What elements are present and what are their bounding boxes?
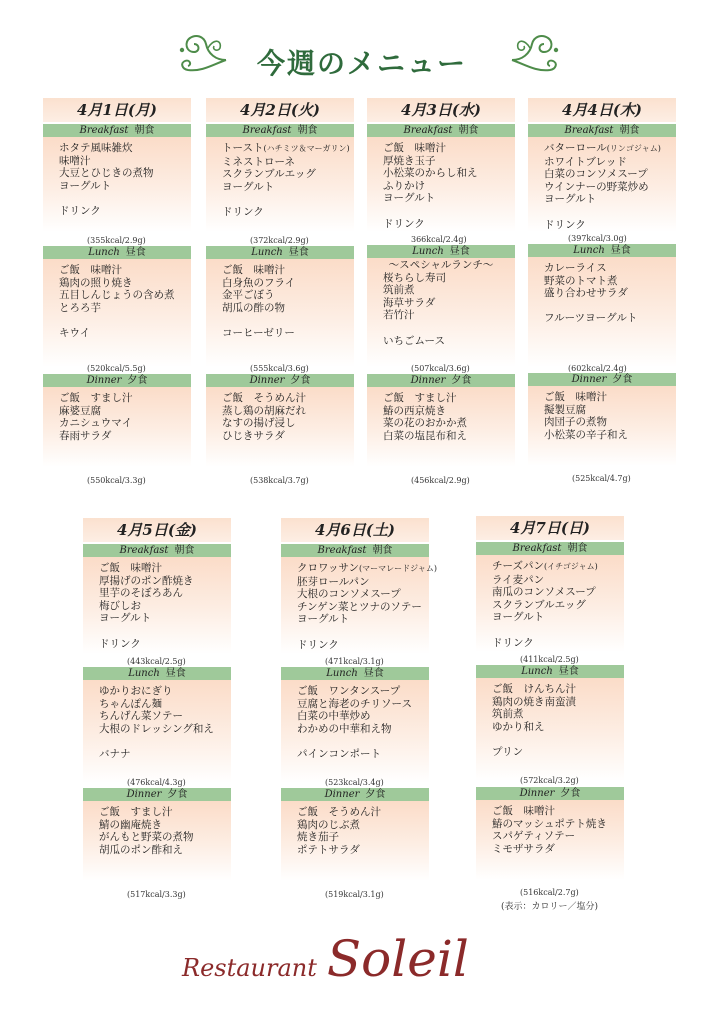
dinner-kcal: (525kcal/4.7g) [572,474,631,483]
lunch-kcal: (520kcal/5.5g) [87,364,146,373]
meal-bar: Breakfast 朝食 [528,124,676,137]
dinner-kcal: (519kcal/3.1g) [325,890,384,899]
lunch-kcal: (602kcal/2.4g) [568,364,627,373]
dinner-section [43,374,191,467]
breakfast-section [367,124,515,232]
legend-note: (表示：カロリー／塩分) [501,902,599,912]
day-column-mon [43,98,191,498]
menu-list: ご飯 すまし汁 鯖の幽庵焼き がんもと野菜の煮物 胡瓜のポン酢和え [83,801,231,881]
restaurant-name: Soleil [326,930,469,988]
breakfast-section [43,124,191,232]
lunch-section [206,246,354,367]
lunch-kcal: (572kcal/3.2g) [520,776,579,785]
day-date: 4月2日(火) [206,98,354,122]
dinner-kcal: (517kcal/3.3g) [127,890,186,899]
menu-list: クロワッサン(マーマレードジャム) 胚芽ロールパン 大根のコンソメスープ チンゲン菜とツナのソテー ヨーグルト ドリンク [281,557,429,654]
dinner-section [476,787,624,880]
menu-list: ご飯 すまし汁 鰆の西京焼き 菜の花のおかか煮 白菜の塩昆布和え [367,387,515,467]
meal-bar: Breakfast 朝食 [83,544,231,557]
day-date: 4月7日(日) [476,516,624,540]
meal-bar: Dinner 夕食 [43,374,191,387]
menu-list: ご飯 そうめん汁 蒸し鶏の胡麻だれ なすの揚げ浸し ひじきサラダ [206,387,354,467]
dinner-kcal: (550kcal/3.3g) [87,476,146,485]
menu-list: ご飯 味噌汁 鶏肉の照り焼き 五目しんじょうの含め煮 とろろ芋 キウイ [43,259,191,367]
lunch-section [476,665,624,781]
meal-bar: Lunch 昼食 [528,244,676,257]
day-column-fri [83,518,231,898]
meal-bar: Lunch 昼食 [281,667,429,680]
menu-list: ご飯 すまし汁 麻婆豆腐 カニシュウマイ 春雨サラダ [43,387,191,467]
meal-bar: Lunch 昼食 [43,246,191,259]
day-date: 4月1日(月) [43,98,191,122]
menu-list: トースト(ハチミツ＆マーガリン) ミネストローネ スクランブルエッグ ヨーグルト ドリンク [206,137,354,232]
breakfast-kcal: (372kcal/2.9g) [250,236,309,245]
meal-bar: Dinner 夕食 [281,788,429,801]
day-date: 4月4日(木) [528,98,676,122]
menu-list: ～スペシャルランチ～ 桜ちらし寿司 筑前煮 海草サラダ 若竹汁 いちごムース [367,258,515,367]
meal-bar: Dinner 夕食 [206,374,354,387]
breakfast-kcal: (443kcal/2.5g) [127,657,186,666]
dinner-section [281,788,429,881]
dinner-section [83,788,231,881]
breakfast-kcal: (411kcal/2.5g) [520,655,579,664]
day-date: 4月6日(土) [281,518,429,542]
dinner-section [367,374,515,467]
dinner-section [206,374,354,467]
menu-list: ホタテ風味雑炊 味噌汁 大豆とひじきの煮物 ヨーグルト ドリンク [43,137,191,232]
menu-list: カレーライス 野菜のトマト煮 盛り合わせサラダ フルーツヨーグルト [528,257,676,367]
day-column-thu [528,98,676,498]
meal-bar: Dinner 夕食 [476,787,624,800]
lunch-section [367,245,515,367]
restaurant-word: Restaurant [182,954,317,982]
meal-bar: Lunch 昼食 [206,246,354,259]
day-date: 4月5日(金) [83,518,231,542]
breakfast-section [206,124,354,232]
lunch-kcal: (476kcal/4.3g) [127,778,186,787]
lunch-kcal: (523kcal/3.4g) [325,778,384,787]
meal-bar: Breakfast 朝食 [206,124,354,137]
lunch-section [281,667,429,783]
dinner-kcal: (456kcal/2.9g) [411,476,470,485]
breakfast-kcal: (355kcal/2.9g) [87,236,146,245]
breakfast-section [83,544,231,654]
dinner-kcal: (538kcal/3.7g) [250,476,309,485]
meal-bar: Dinner 夕食 [83,788,231,801]
breakfast-kcal: (471kcal/3.1g) [325,657,384,666]
meal-bar: Breakfast 朝食 [281,544,429,557]
menu-list: ゆかりおにぎり ちゃんぽん麺 ちんげん菜ソテー 大根のドレッシング和え バナナ [83,680,231,783]
breakfast-section [281,544,438,654]
menu-list: ご飯 ワンタンスープ 豆腐と海老のチリソース 白菜の中華炒め わかめの中華和え物 パインコンポート [281,680,429,783]
meal-bar: Lunch 昼食 [476,665,624,678]
meal-bar: Breakfast 朝食 [367,124,515,137]
menu-list: ご飯 味噌汁 鰆のマッシュポテト焼き スパゲティソテー ミモザサラダ [476,800,624,880]
menu-list: バターロール(リンゴジャム) ホワイトブレッド 白菜のコンソメスープ ウインナーの野菜炒め ヨーグルト ドリンク [528,137,676,232]
meal-bar: Breakfast 朝食 [43,124,191,137]
day-column-tue [206,98,354,498]
lunch-section [83,667,231,783]
dinner-section [528,373,676,466]
restaurant-logo [182,930,469,988]
meal-bar: Lunch 昼食 [367,245,515,258]
menu-list: ご飯 味噌汁 厚焼き玉子 小松菜のからし和え ふりかけ ヨーグルト ドリンク [367,137,515,232]
meal-bar: Dinner 夕食 [367,374,515,387]
day-column-sat [281,518,438,899]
meal-bar: Dinner 夕食 [528,373,676,386]
menu-list: ご飯 味噌汁 擬製豆腐 肉団子の煮物 小松菜の辛子和え [528,386,676,466]
menu-list: ご飯 そうめん汁 鶏肉のじぶ煮 焼き茄子 ポテトサラダ [281,801,429,881]
lunch-section [528,244,676,367]
page-title: 今週のメニュー [256,47,467,80]
dinner-kcal: (516kcal/2.7g) [520,888,579,897]
breakfast-kcal: (397kcal/3.0g) [568,234,627,243]
menu-list: チーズパン(イチゴジャム) ライ麦パン 南瓜のコンソメスープ スクランブルエッグ ヨーグルト ドリンク [476,555,624,652]
breakfast-section [476,542,624,652]
meal-bar: Breakfast 朝食 [476,542,624,555]
day-column-wed [367,98,515,498]
menu-list: ご飯 味噌汁 白身魚のフライ 金平ごぼう 胡瓜の酢の物 コーヒーゼリー [206,259,354,367]
menu-list: ご飯 けんちん汁 鶏肉の焼き南蛮漬 筑前煮 ゆかり和え プリン [476,678,624,781]
day-date: 4月3日(水) [367,98,515,122]
breakfast-kcal: 366kcal/2.4g) [411,235,467,244]
lunch-special-subtitle: ～スペシャルランチ～ [388,259,494,271]
lunch-kcal: (507kcal/3.6g) [411,364,470,373]
breakfast-section [528,124,676,232]
lunch-section [43,246,191,367]
menu-list: ご飯 味噌汁 厚揚げのポン酢焼き 里芋のそぼろあん 梅びしお ヨーグルト ドリンク [83,557,231,654]
meal-bar: Lunch 昼食 [83,667,231,680]
day-column-sun [476,516,624,896]
lunch-kcal: (555kcal/3.6g) [250,364,309,373]
